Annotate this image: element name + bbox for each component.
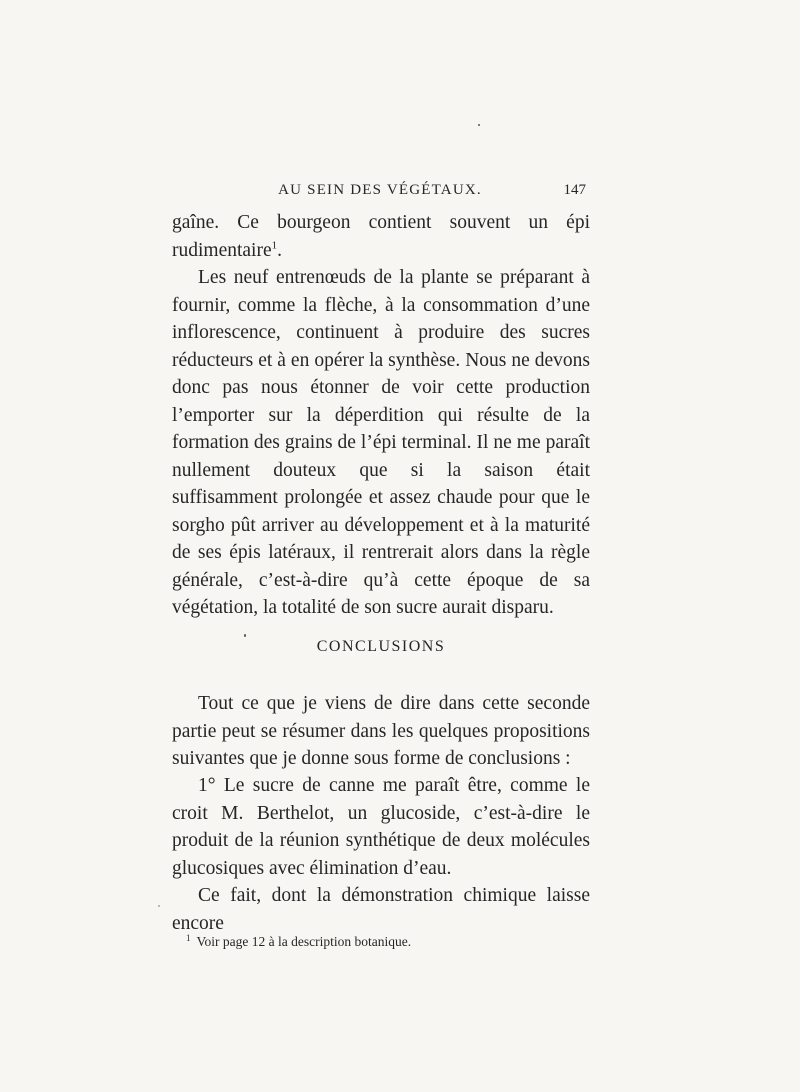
paper-speck — [478, 124, 480, 126]
section-heading: CONCLUSIONS — [316, 638, 446, 655]
page-header — [170, 178, 590, 204]
paper-speck — [244, 634, 246, 637]
paragraph-1-text: gaîne. Ce bourgeon contient souvent un épi rudimentaire — [172, 212, 590, 261]
footnote-marker: 1 — [186, 932, 191, 943]
page-number: 147 — [563, 182, 586, 198]
paragraph-1-end: . — [277, 239, 282, 261]
paper-speck — [158, 905, 160, 907]
footnote-text: Voir page 12 à la description botanique. — [196, 934, 412, 949]
running-title: AU SEIN DES VÉGÉTAUX. — [278, 182, 482, 198]
paragraph-2: Les neuf entrenœuds de la plante se préparant à fournir, comme la flèche, à la consommation d’une inflorescence, continuent à produire des sucres réducteurs et à en opérer la synthèse. Nous ne devons donc pas nous étonner de voir cette production l’emporter sur la déperdition qui résulte de la formation des grains de l’épi terminal. Il ne me paraît nullement douteux que si la saison était suffisamment prolongée et assez chaude pour que le sorgho pût arriver au développement et à la maturité de ses épis latéraux, il rentrerait alors dans la règle générale, c’est-à-dire qu’à cette époque de sa végétation, la totalité de son sucre aurait disparu. — [172, 267, 590, 618]
footnote-reference: 1 — [271, 239, 278, 251]
paragraph-3: Tout ce que je viens de dire dans cette seconde partie peut se résumer dans les quelques propositions suivantes que je donne sous forme de conclusions : — [172, 693, 590, 769]
paragraph-4: 1° Le sucre de canne me paraît être, comme le croit M. Berthelot, un glucoside, c’est-à-dire le produit de la réunion synthétique de deux molécules glucosiques avec élimination d’eau. — [172, 775, 590, 879]
paragraph-5: Ce fait, dont la démonstration chimique laisse encore — [172, 885, 590, 934]
footnote — [186, 933, 586, 951]
paragraph-1 — [172, 209, 590, 264]
